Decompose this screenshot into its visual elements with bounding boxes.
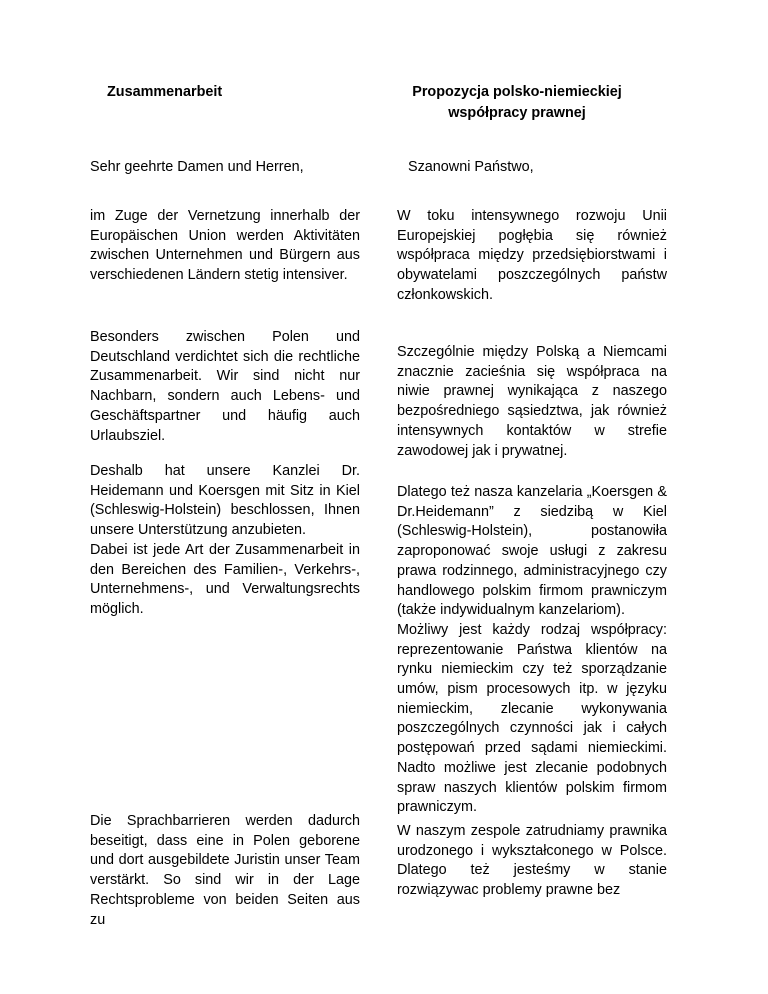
- right-paragraph-1: W toku intensywnego rozwoju Unii Europejskiej pogłębia się również współpraca między przedsiębiorstwami i obywatelami poszczególnych państw członkowskich.: [397, 208, 667, 303]
- right-paragraph-3b: Możliwy jest każdy rodzaj współpracy: reprezentowanie Państwa klientów na rynku niemieckim czy też sporządzanie umów, pism procesowych itp. w języku niemieckim, zlecanie wykonywania poszczególnych czynności jak i całych postępowań przed sądami niemieckimi. Nadto możliwe jest zlecanie podobnych spraw naszych klientów polskim firmom prawniczym.: [397, 621, 667, 816]
- right-paragraph-2: Szczególnie między Polską a Niemcami znacznie zacieśnia się współpraca na niwie prawnej wynikająca z naszego bezpośredniego sąsiedztwa, jak również intensywnych kontaktów w strefie zawodowej jak i prywatnej.: [397, 344, 667, 459]
- right-paragraph-3: [397, 483, 667, 818]
- right-greeting: Szanowni Państwo,: [408, 159, 534, 175]
- right-paragraph-3a: Dlatego też nasza kanzelaria „Koersgen & Dr.Heidemann” z siedzibą w Kiel (Schleswig-Holstein), postanowiła zaproponować swoje usługi z zakresu prawa rodzinnego, administracyjnego czy handlowego polskim firmom prawniczym (także indywidualnym kanzelariom).: [397, 484, 667, 619]
- left-title: Zusammenarbeit: [107, 84, 223, 100]
- left-greeting: Sehr geehrte Damen und Herren,: [90, 159, 304, 175]
- right-paragraph-4: W naszym zespole zatrudniamy prawnika urodzonego i wykształconego w Polsce. Dlatego też jesteśmy w stanie rozwiązywac problemy prawne bez: [397, 823, 667, 899]
- right-title-line-1: Propozycja polsko-niemieckiej: [412, 84, 622, 100]
- left-paragraph-4: Die Sprachbarrieren werden dadurch beseitigt, dass eine in Polen geborene und dort ausgebildete Juristin unser Team verstärkt. So sind wir in der Lage Rechtsprobleme von beiden Seiten aus zu: [90, 813, 360, 928]
- right-title-line-2: współpracy prawnej: [448, 105, 586, 121]
- left-paragraph-1: im Zuge der Vernetzung innerhalb der Europäischen Union werden Aktivitäten zwischen Unternehmen und Bürgern aus verschiedenen Ländern stetig intensiver.: [90, 208, 360, 284]
- left-paragraph-2: Besonders zwischen Polen und Deutschland verdichtet sich die rechtliche Zusammenarbeit. Wir sind nicht nur Nachbarn, sondern auch Lebens- und Geschäftspartner und häufig auch Urlaubsziel.: [90, 329, 360, 444]
- right-title: [397, 82, 637, 124]
- left-paragraph-3a: Deshalb hat unsere Kanzlei Dr. Heidemann und Koersgen mit Sitz in Kiel (Schleswig-Holstein) beschlossen, Ihnen unsere Unterstützung anzubieten.: [90, 463, 360, 539]
- left-paragraph-3: [90, 462, 360, 620]
- left-paragraph-3b: Dabei ist jede Art der Zusammenarbeit in den Bereichen des Familien-, Verkehrs-, Unternehmens-, und Verwaltungsrechts möglich.: [90, 541, 360, 617]
